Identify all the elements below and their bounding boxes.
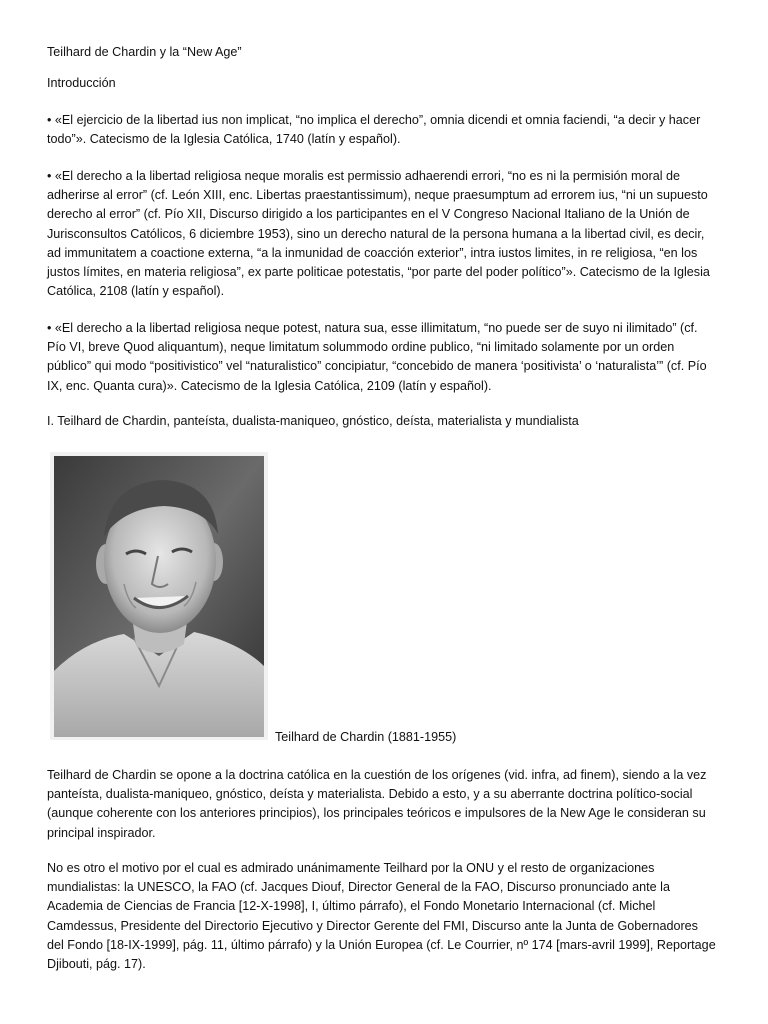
document-title: Teilhard de Chardin y la “New Age”	[47, 45, 242, 59]
paragraph-origins: Teilhard de Chardin se opone a la doctrina católica en la cuestión de los orígenes (vid. infra, ad finem), siendo a la vez panteísta, dualista-maniqueo, gnóstico, deísta y materialista. Debido a esto, y a su aberrante doctrina político-social (aunque coherente con los anteriores principios), los principales teóricos e impulsores de la New Age le consideran su principal inspirador.	[47, 768, 707, 840]
photo-caption: Teilhard de Chardin (1881-1955)	[275, 730, 457, 744]
bullet-quote-2108: • «El derecho a la libertad religiosa neque moralis est permissio adhaerendi errori, “no es ni la permisión moral de adherirse al error” (cf. León XIII, enc. Libertas praestantissimum), neque praesumptum ad errorem ius, “ni un supuesto derecho al error” (cf. Pío XII, Discurso dirigido a los participantes en el V Congreso Nacional Italiano de la Unión de Jurisconsultos Católicos, 6 diciembre 1953), sino un derecho natural de la persona humana a la libertad civil, es decir, ad immunitatem a coactione externa, “a la inmunidad de coacción exterior”, intra iustos limites, in re religiosa, “en los justos límites, en materia religiosa”, ex parte politicae potestatis, “por parte del poder político”». Catecismo de la Iglesia Católica, 2108 (latín y español).	[47, 169, 710, 299]
section-heading: I. Teilhard de Chardin, panteísta, dualista-maniqueo, gnóstico, deísta, materialista y mundialista	[47, 414, 579, 428]
portrait-image	[54, 456, 264, 737]
bullet-quote-2109: • «El derecho a la libertad religiosa neque potest, natura sua, esse illimitatum, “no puede ser de suyo ni ilimitado” (cf. Pío VI, breve Quod aliquantum), neque limitatum solummodo ordine publico, “ni limitado solamente por un orden público” qui modo “positivistico” vel “naturalistico” concipiatur, “concebido de manera ‘positivista’ o ‘naturalista’” (cf. Pío IX, enc. Quanta cura)». Catecismo de la Iglesia Católica, 2109 (latín y español).	[47, 321, 707, 393]
bullet-quote-1740: • «El ejercicio de la libertad ius non implicat, “no implica el derecho”, omnia dicendi et omnia faciendi, “a decir y hacer todo”». Catecismo de la Iglesia Católica, 1740 (latín y español).	[47, 113, 701, 147]
paragraph-organizations: No es otro el motivo por el cual es admirado unánimamente Teilhard por la ONU y el resto de organizaciones mundialistas: la UNESCO, la FAO (cf. Jacques Diouf, Director General de la FAO, Discurso pronunciado ante la Academia de Ciencias de Francia [12-X-1998], I, último párrafo), el Fondo Monetario Internacional (cf. Michel Camdessus, Presidente del Directorio Ejecutivo y Director Gerente del FMI, Discurso ante la Junta de Gobernadores del Fondo [18-IX-1999], pág. 11, último párrafo) y la Unión Europea (cf. Le Courrier, nº 174 [mars-avril 1999], Reportage Djibouti, pág. 17).	[47, 861, 716, 972]
portrait-photo	[50, 452, 268, 740]
intro-heading: Introducción	[47, 76, 116, 90]
